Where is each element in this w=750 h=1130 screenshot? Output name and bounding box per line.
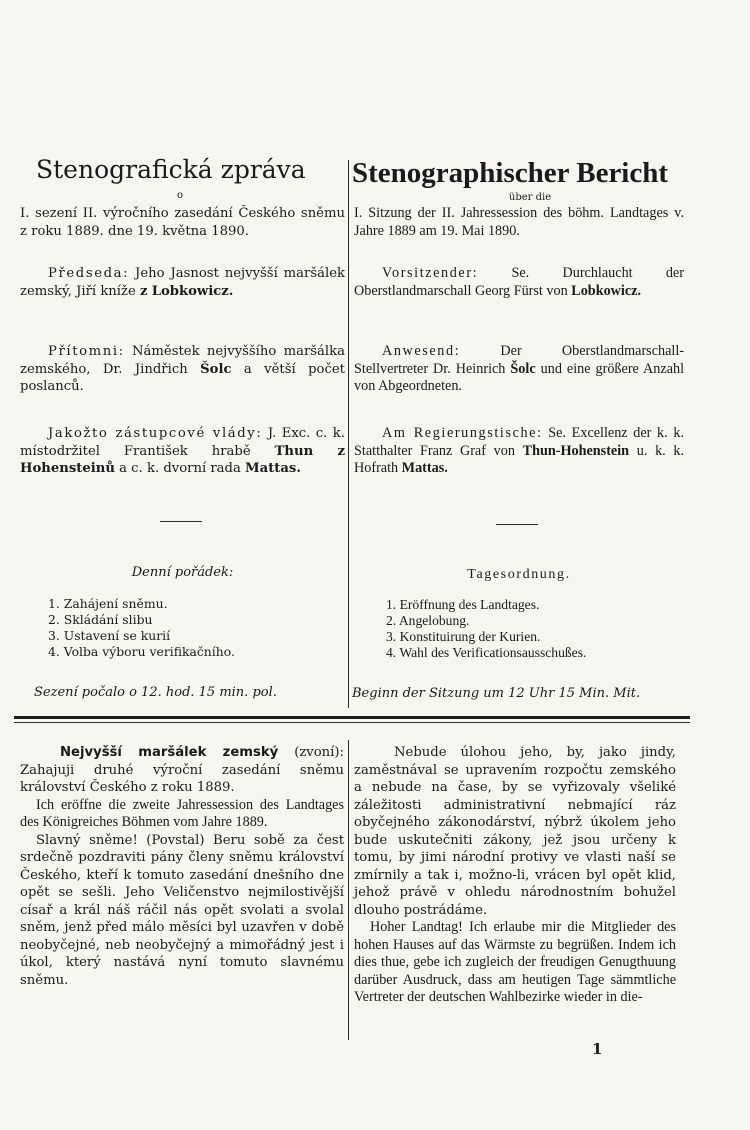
agenda-item: 4. Wahl des Verificationsausschußes.	[386, 645, 587, 660]
present-czech	[20, 343, 345, 396]
column-divider-top	[348, 160, 349, 708]
government-label: Jakožto zástupcové vlády:	[48, 426, 263, 441]
presiding-text: Jeho Jasnost nejvyšší maršálek zemský, Jiří kníže	[20, 266, 345, 299]
government-german	[354, 425, 684, 478]
speech-left	[20, 744, 344, 989]
agenda-item: 1. Eröffnung des Landtages.	[386, 597, 540, 612]
presiding-name: Lobkowicz.	[151, 283, 234, 299]
speech-right-paragraph-1: Nebude úlohou jeho, by, jako jindy, zaměstnával se upravením rozpočtu zemského a nebude na čase, by se vyřizovaly všeliké záležitosti administrativní nebmající ráz obyčejného zákonodárství, nýbrž úkolem jeho bude uskutečniti zákony, jež jsou určeny k tomu, by jimi národní protivy ve vlasti naší se zmírnily a tak i, možno-li, vrácen byl opět klid, jehož právě v ohledu národnostním bohužel dlouho postrádáme.	[354, 745, 676, 918]
vorsitzender-text: Se. Durchlaucht der Oberstlandmarschall Georg Fürst von	[354, 265, 684, 299]
circle-mark: o	[176, 190, 184, 201]
agenda-item: 2. Skládání slibu	[48, 612, 153, 627]
agenda-item: 4. Volba výboru verifikačního.	[48, 644, 235, 659]
present-name: Šolc	[200, 361, 232, 377]
double-rule-thick	[14, 716, 690, 719]
agenda-item: 3. Ustavení se kurií	[48, 628, 171, 643]
speaker-name: Nejvyšší maršálek zemský	[60, 745, 279, 760]
agenda-list-german	[386, 597, 686, 661]
separator-left	[160, 521, 202, 522]
agenda-item: 3. Konstituirung der Kurien.	[386, 629, 541, 644]
session-line-czech: I. sezení II. výročního zasedání Českého sněmu z roku 1889. dne 19. května 1890.	[20, 206, 345, 239]
present-label: Přítomni:	[48, 344, 125, 359]
regierung-label: Am Regierungstische:	[382, 425, 543, 441]
speech-paragraph-2: Slavný sněme! (Povstal) Beru sobě za čest srdečně pozdraviti pány členy sněmu království Českého, kteří k tomuto zasedání dnešního dne opět se sešli. Jeho Veličenstvo nejmilostivější císař a král náš ráčil nás opět svolati a svolal sněm, jenž před málo měsíci byl uzavřen v době neobyčejné, neb neobyčejný a mimořádný jest i úkol, který nastává nyní tomuto slavnému sněmu.	[20, 832, 344, 988]
uber-die: über die	[508, 192, 552, 203]
regierung-text: Se. Excellenz der k. k. Statthalter Franz Graf von	[354, 425, 685, 459]
present-text: Náměstek nejvyššího maršálka zemského, Dr. Jindřich	[20, 344, 345, 377]
speech-right	[354, 744, 676, 1007]
column-divider-bottom	[348, 740, 349, 1040]
anwesend-name: Šolc	[510, 360, 536, 377]
vorsitzender-label: Vorsitzender:	[382, 265, 479, 281]
vorsitzender-name: Lobkowicz.	[571, 282, 642, 299]
government-name1: Thun z Hohensteinů	[20, 443, 345, 476]
agenda-heading-czech: Denní pořádek:	[131, 565, 234, 580]
anwesend-text: Der Oberstlandmarschall-Stellvertreter Dr. Heinrich	[354, 343, 684, 377]
regierung-mid: u. k. k. Hofrath	[354, 442, 685, 476]
begin-czech: Sezení počalo o 12. hod. 15 min. pol.	[34, 685, 277, 700]
presiding-label: Předseda:	[48, 266, 130, 281]
agenda-item: 1. Zahájení sněmu.	[48, 596, 168, 611]
agenda-list-czech	[48, 596, 338, 660]
page-number: 1	[592, 1040, 603, 1058]
government-mid: a c. k. dvorní rada	[119, 461, 241, 476]
regierung-name2: Mattas.	[401, 460, 448, 476]
speaker-action: (zvoní): Zahajuji druhé výroční zasedání sněmu království Českého z roku 1889.	[20, 745, 344, 795]
session-line-german: I. Sitzung der II. Jahressession des böhm. Landtages v. Jahre 1889 am 19. Mai 1890.	[354, 205, 684, 239]
presiding-czech	[20, 265, 345, 300]
presiding-german	[354, 265, 684, 300]
begin-german: Beginn der Sitzung um 12 Uhr 15 Min. Mit.	[352, 686, 641, 701]
regierung-name1: Thun-Hohenstein	[522, 442, 630, 459]
separator-right	[496, 524, 538, 525]
double-rule-thin	[14, 722, 690, 723]
government-name2: Mattas.	[245, 461, 301, 476]
agenda-item: 2. Angelobung.	[386, 613, 470, 628]
anwesend-label: Anwesend:	[382, 343, 461, 359]
anwesend-rest: und eine größere Anzahl von Abgeordneten.	[354, 360, 685, 394]
speech-right-paragraph-2: Hoher Landtag! Ich erlaube mir die Mitglieder des hohen Hauses auf das Wärmste zu begrüßen. Indem ich dies thue, gebe ich zugleich der freudigen Genugthuung darüber Ausdruck, dass am heutigen Tage sämmtliche Vertreter der deutschen Wahlbezirke wieder in die-	[354, 919, 676, 1005]
government-text: J. Exc. c. k. místodržitel František hrabě	[20, 426, 345, 459]
present-german	[354, 343, 684, 396]
speech-german: Ich eröffne die zweite Jahressession des Landtages des Königreiches Böhmen vom Jahre 1889.	[20, 796, 344, 830]
title-german: Stenographischer Bericht	[352, 157, 669, 189]
present-rest: a větší počet poslanců.	[20, 361, 345, 394]
agenda-heading-german: Tagesordnung.	[467, 567, 571, 582]
government-czech	[20, 425, 345, 478]
presiding-z: z	[139, 283, 148, 299]
title-czech: Stenografická zpráva	[36, 155, 306, 184]
